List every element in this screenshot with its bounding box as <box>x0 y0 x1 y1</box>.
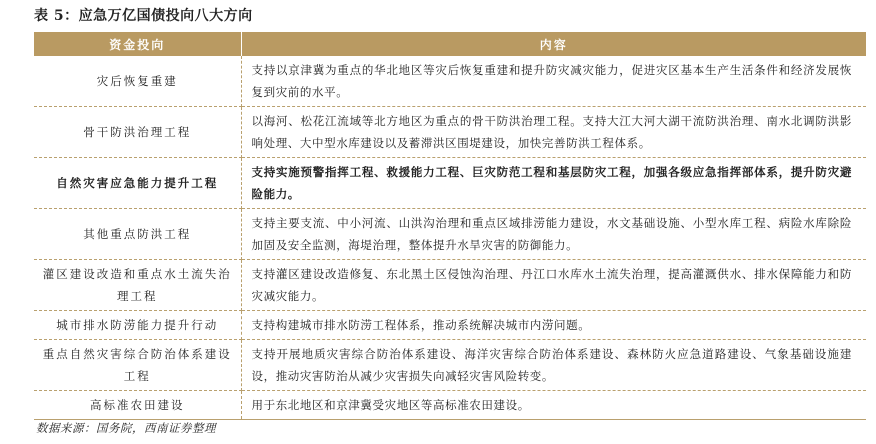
column-header-content: 内容 <box>241 32 866 56</box>
table-row <box>34 311 866 340</box>
table-header-row <box>34 32 866 56</box>
row-item: 灌区建设改造和重点水土流失治理工程 <box>34 260 241 311</box>
row-content: 以海河、松花江流域等北方地区为重点的骨干防洪治理工程。支持大江大河大湖干流防洪治理、南水北调防洪影响处理、大中型水库建设以及蓄滞洪区围堤建设，加快完善防洪工程体系。 <box>241 107 866 158</box>
row-item: 自然灾害应急能力提升工程 <box>34 158 241 209</box>
data-source-note: 数据来源：国务院，西南证券整理 <box>36 421 216 435</box>
table-row <box>34 391 866 420</box>
policy-table <box>34 32 866 420</box>
column-header-funding-direction: 资金投向 <box>34 32 241 56</box>
table-row <box>34 260 866 311</box>
row-item: 骨干防洪治理工程 <box>34 107 241 158</box>
row-content: 支持以京津冀为重点的华北地区等灾后恢复重建和提升防灾减灾能力，促进灾区基本生产生活条件和经济发展恢复到灾前的水平。 <box>241 56 866 107</box>
table-row <box>34 209 866 260</box>
row-item: 城市排水防涝能力提升行动 <box>34 311 241 340</box>
row-item: 灾后恢复重建 <box>34 56 241 107</box>
row-content: 用于东北地区和京津冀受灾地区等高标准农田建设。 <box>241 391 866 420</box>
row-item: 重点自然灾害综合防治体系建设工程 <box>34 340 241 391</box>
row-item: 高标准农田建设 <box>34 391 241 420</box>
table-title: 表 5：应急万亿国债投向八大方向 <box>34 8 253 24</box>
table-row <box>34 107 866 158</box>
row-item: 其他重点防洪工程 <box>34 209 241 260</box>
row-content: 支持开展地质灾害综合防治体系建设、海洋灾害综合防治体系建设、森林防火应急道路建设、气象基础设施建设，推动灾害防治从减少灾害损失向减轻灾害风险转变。 <box>241 340 866 391</box>
row-content: 支持构建城市排水防涝工程体系，推动系统解决城市内涝问题。 <box>241 311 866 340</box>
table-row <box>34 56 866 107</box>
row-content: 支持实施预警指挥工程、救援能力工程、巨灾防范工程和基层防灾工程，加强各级应急指挥部体系，提升防灾避险能力。 <box>241 158 866 209</box>
row-content: 支持主要支流、中小河流、山洪沟治理和重点区域排涝能力建设，水文基础设施、小型水库工程、病险水库除险加固及安全监测，海堤治理，整体提升水旱灾害的防御能力。 <box>241 209 866 260</box>
table-row <box>34 158 866 209</box>
table-row <box>34 340 866 391</box>
row-content: 支持灌区建设改造修复、东北黑土区侵蚀沟治理、丹江口水库水土流失治理，提高灌溉供水、排水保障能力和防灾减灾能力。 <box>241 260 866 311</box>
